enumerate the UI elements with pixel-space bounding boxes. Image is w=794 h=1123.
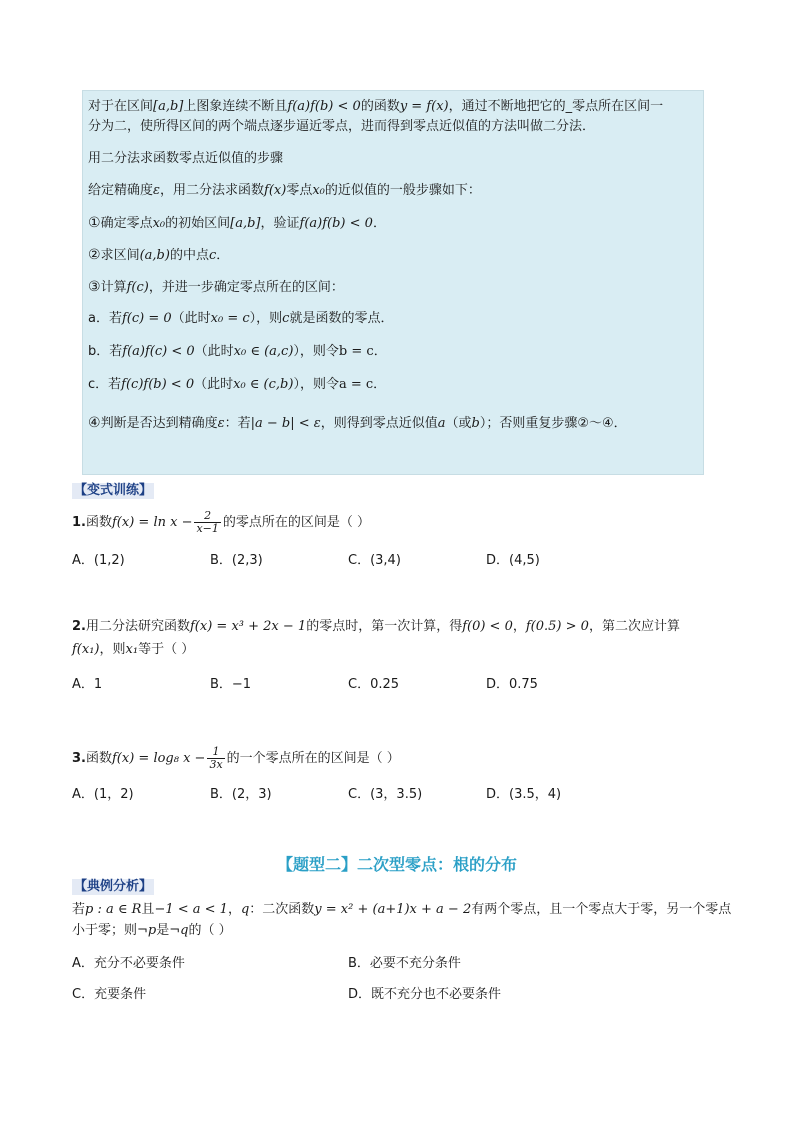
math: c (282, 311, 290, 326)
math: f(a)f(b) < 0 (299, 216, 373, 231)
text: 判断是否达到精确度 (100, 416, 218, 431)
case-c (88, 377, 386, 393)
text: ． (216, 248, 230, 263)
case-b (88, 344, 387, 360)
question-1 (72, 510, 370, 535)
math: f(c)f(b) < 0 (121, 377, 195, 392)
question-number: 3. (72, 751, 86, 766)
text: ，通过不断地把它的_零点所在区间一 (448, 99, 664, 114)
text: ，验证 (260, 216, 300, 231)
text: ），则令 (293, 377, 339, 392)
text: ． (373, 344, 387, 359)
question-number: 2. (72, 619, 86, 634)
fraction-denominator: x−1 (196, 522, 219, 535)
step-2 (88, 247, 229, 264)
math: ¬p (137, 923, 157, 938)
q1-option-c: C．(3,4) (348, 553, 401, 568)
step-4 (88, 415, 627, 432)
text: 的（ ） (188, 923, 232, 938)
text: 且 (141, 902, 155, 917)
math: p : a ∈ R (85, 902, 142, 917)
math: f(a)f(c) < 0 (122, 344, 195, 359)
math: x₀ (312, 183, 325, 198)
fraction-numerator: 1 (207, 746, 224, 759)
math: ¬q (169, 923, 189, 938)
q2-option-b: B．−1 (210, 677, 252, 692)
text: ：二次函数 (249, 902, 315, 917)
text: ）；否则重复步骤②～④． (479, 416, 627, 431)
q2-option-a: A．1 (72, 677, 103, 692)
text: （此时 (194, 377, 234, 392)
text: 确定零点 (100, 216, 153, 231)
text: ． (372, 216, 386, 231)
text: （此时 (194, 344, 234, 359)
text: （或 (445, 416, 472, 431)
fraction (194, 510, 220, 535)
example-option-a: A．充分不必要条件 (72, 956, 185, 971)
text: 函数 (85, 751, 112, 766)
example-tag: 【典例分析】 (74, 879, 153, 894)
q2-option-c: C．0.25 (348, 677, 400, 692)
text: 的近似值的一般步骤如下： (324, 183, 481, 198)
math: y = f(x) (399, 99, 449, 114)
text: ，则 (99, 642, 126, 657)
definition-line-1 (88, 99, 663, 115)
q1-option-a: A．(1,2) (72, 553, 125, 568)
text: ，第二次应计算 (588, 619, 680, 634)
text: 有两个零点，且一个零点大于零，另一个零点 (471, 902, 732, 917)
question-3 (72, 746, 400, 771)
text: 求区间 (100, 248, 140, 263)
example-option-c: C．充要条件 (72, 987, 147, 1002)
text: ，并进一步确定零点所在的区间： (148, 280, 344, 295)
text: 的初始区间 (165, 216, 231, 231)
text: ． (373, 377, 387, 392)
math: −1 < a < 1 (154, 902, 228, 917)
question-2-line-1 (72, 619, 680, 635)
math: |a − b| < ε (250, 416, 321, 431)
text: 的中点 (169, 248, 209, 263)
text: ，则得到零点近似值 (320, 416, 438, 431)
math: y = x² + (a+1)x + a − 2 (314, 902, 472, 917)
math: f(c) = 0 (121, 311, 172, 326)
math: x₁ (125, 642, 139, 657)
math: a (437, 416, 446, 431)
q1-option-b: B．(2,3) (210, 553, 263, 568)
text: 的函数 (360, 99, 400, 114)
q3-option-b: B．(2，3) (210, 787, 272, 802)
question-number: 1. (72, 515, 86, 530)
step-number: ② (88, 247, 101, 263)
example-line-1 (72, 902, 731, 918)
example-option-b: B．必要不充分条件 (348, 956, 461, 971)
example-option-d: D．既不充分也不必要条件 (348, 987, 502, 1002)
text: ，用二分法求函数 (160, 183, 265, 198)
math: f(x) = log₈ x − (112, 751, 206, 766)
text: b．若 (88, 344, 123, 359)
math: x₀ (152, 216, 166, 231)
math: f(a)f(b) < 0 (287, 99, 361, 114)
text: 上图象连续不断且 (183, 99, 288, 114)
text: 小于零；则 (72, 923, 138, 938)
text: c．若 (88, 377, 122, 392)
text: 对于在区间 (88, 99, 154, 114)
text: 给定精确度 (88, 183, 154, 198)
math: f(x) (264, 183, 287, 198)
text: 零点 (286, 183, 313, 198)
steps-title: 用二分法求函数零点近似值的步骤 (88, 151, 284, 166)
question-2-line-2 (72, 642, 194, 658)
fraction (207, 746, 224, 771)
text: a．若 (88, 311, 122, 326)
math: x₀ ∈ (a,c) (233, 344, 294, 359)
math: c (208, 248, 217, 263)
text: 的零点时，第一次计算，得 (306, 619, 463, 634)
q3-option-d: D．(3.5，4) (486, 787, 562, 802)
text: 等于（ ） (138, 642, 195, 657)
text: ），则令 (293, 344, 339, 359)
q3-option-a: A．(1，2) (72, 787, 134, 802)
section-title: 【题型二】二次型零点：根的分布 (276, 855, 517, 874)
math: x₀ ∈ (c,b) (233, 377, 294, 392)
example-line-2 (72, 923, 232, 939)
text: ， (512, 619, 526, 634)
text: 计算 (100, 280, 127, 295)
text: 就是函数的零点． (289, 311, 394, 326)
steps-intro (88, 183, 481, 199)
text: （此时 (171, 311, 211, 326)
text: 函数 (85, 515, 112, 530)
text: ， (227, 902, 241, 917)
math: f(x) = x³ + 2x − 1 (190, 619, 307, 634)
math: f(0.5) > 0 (525, 619, 589, 634)
math: f(x₁) (72, 642, 100, 657)
text: 是 (156, 923, 170, 938)
math: ε (217, 416, 225, 431)
definition-line-2: 分为二，使所得区间的两个端点逐步逼近零点，进而得到零点近似值的方法叫做二分法． (88, 119, 596, 134)
q2-option-d: D．0.75 (486, 677, 538, 692)
text: 的零点所在的区间是（ ） (222, 515, 371, 530)
text: 若 (72, 902, 86, 917)
q1-option-d: D．(4,5) (486, 553, 540, 568)
step-3 (88, 279, 344, 296)
math: x₀ = c (210, 311, 250, 326)
math: [a,b] (153, 99, 184, 114)
fraction-denominator: 3x (209, 758, 223, 771)
text: ），则 (249, 311, 283, 326)
practice-tag: 【变式训练】 (74, 483, 153, 498)
fraction-numerator: 2 (194, 510, 220, 523)
step-number: ④ (88, 415, 101, 431)
math: [a,b] (230, 216, 261, 231)
math: f(x) = ln x − (112, 515, 193, 530)
q3-option-c: C．(3，3.5) (348, 787, 423, 802)
text: 的一个零点所在的区间是（ ） (226, 751, 400, 766)
math: (a,b) (139, 248, 170, 263)
math: b (471, 416, 480, 431)
step-number: ① (88, 215, 101, 231)
math: q (240, 902, 250, 917)
math: ε (153, 183, 160, 198)
math: b = c (338, 344, 374, 359)
case-a (88, 311, 393, 327)
text: 用二分法研究函数 (85, 619, 190, 634)
text: ：若 (224, 416, 251, 431)
math: f(c) (126, 280, 149, 295)
math: f(0) < 0 (462, 619, 513, 634)
step-1 (88, 215, 386, 232)
step-number: ③ (88, 279, 101, 295)
math: a = c (338, 377, 374, 392)
